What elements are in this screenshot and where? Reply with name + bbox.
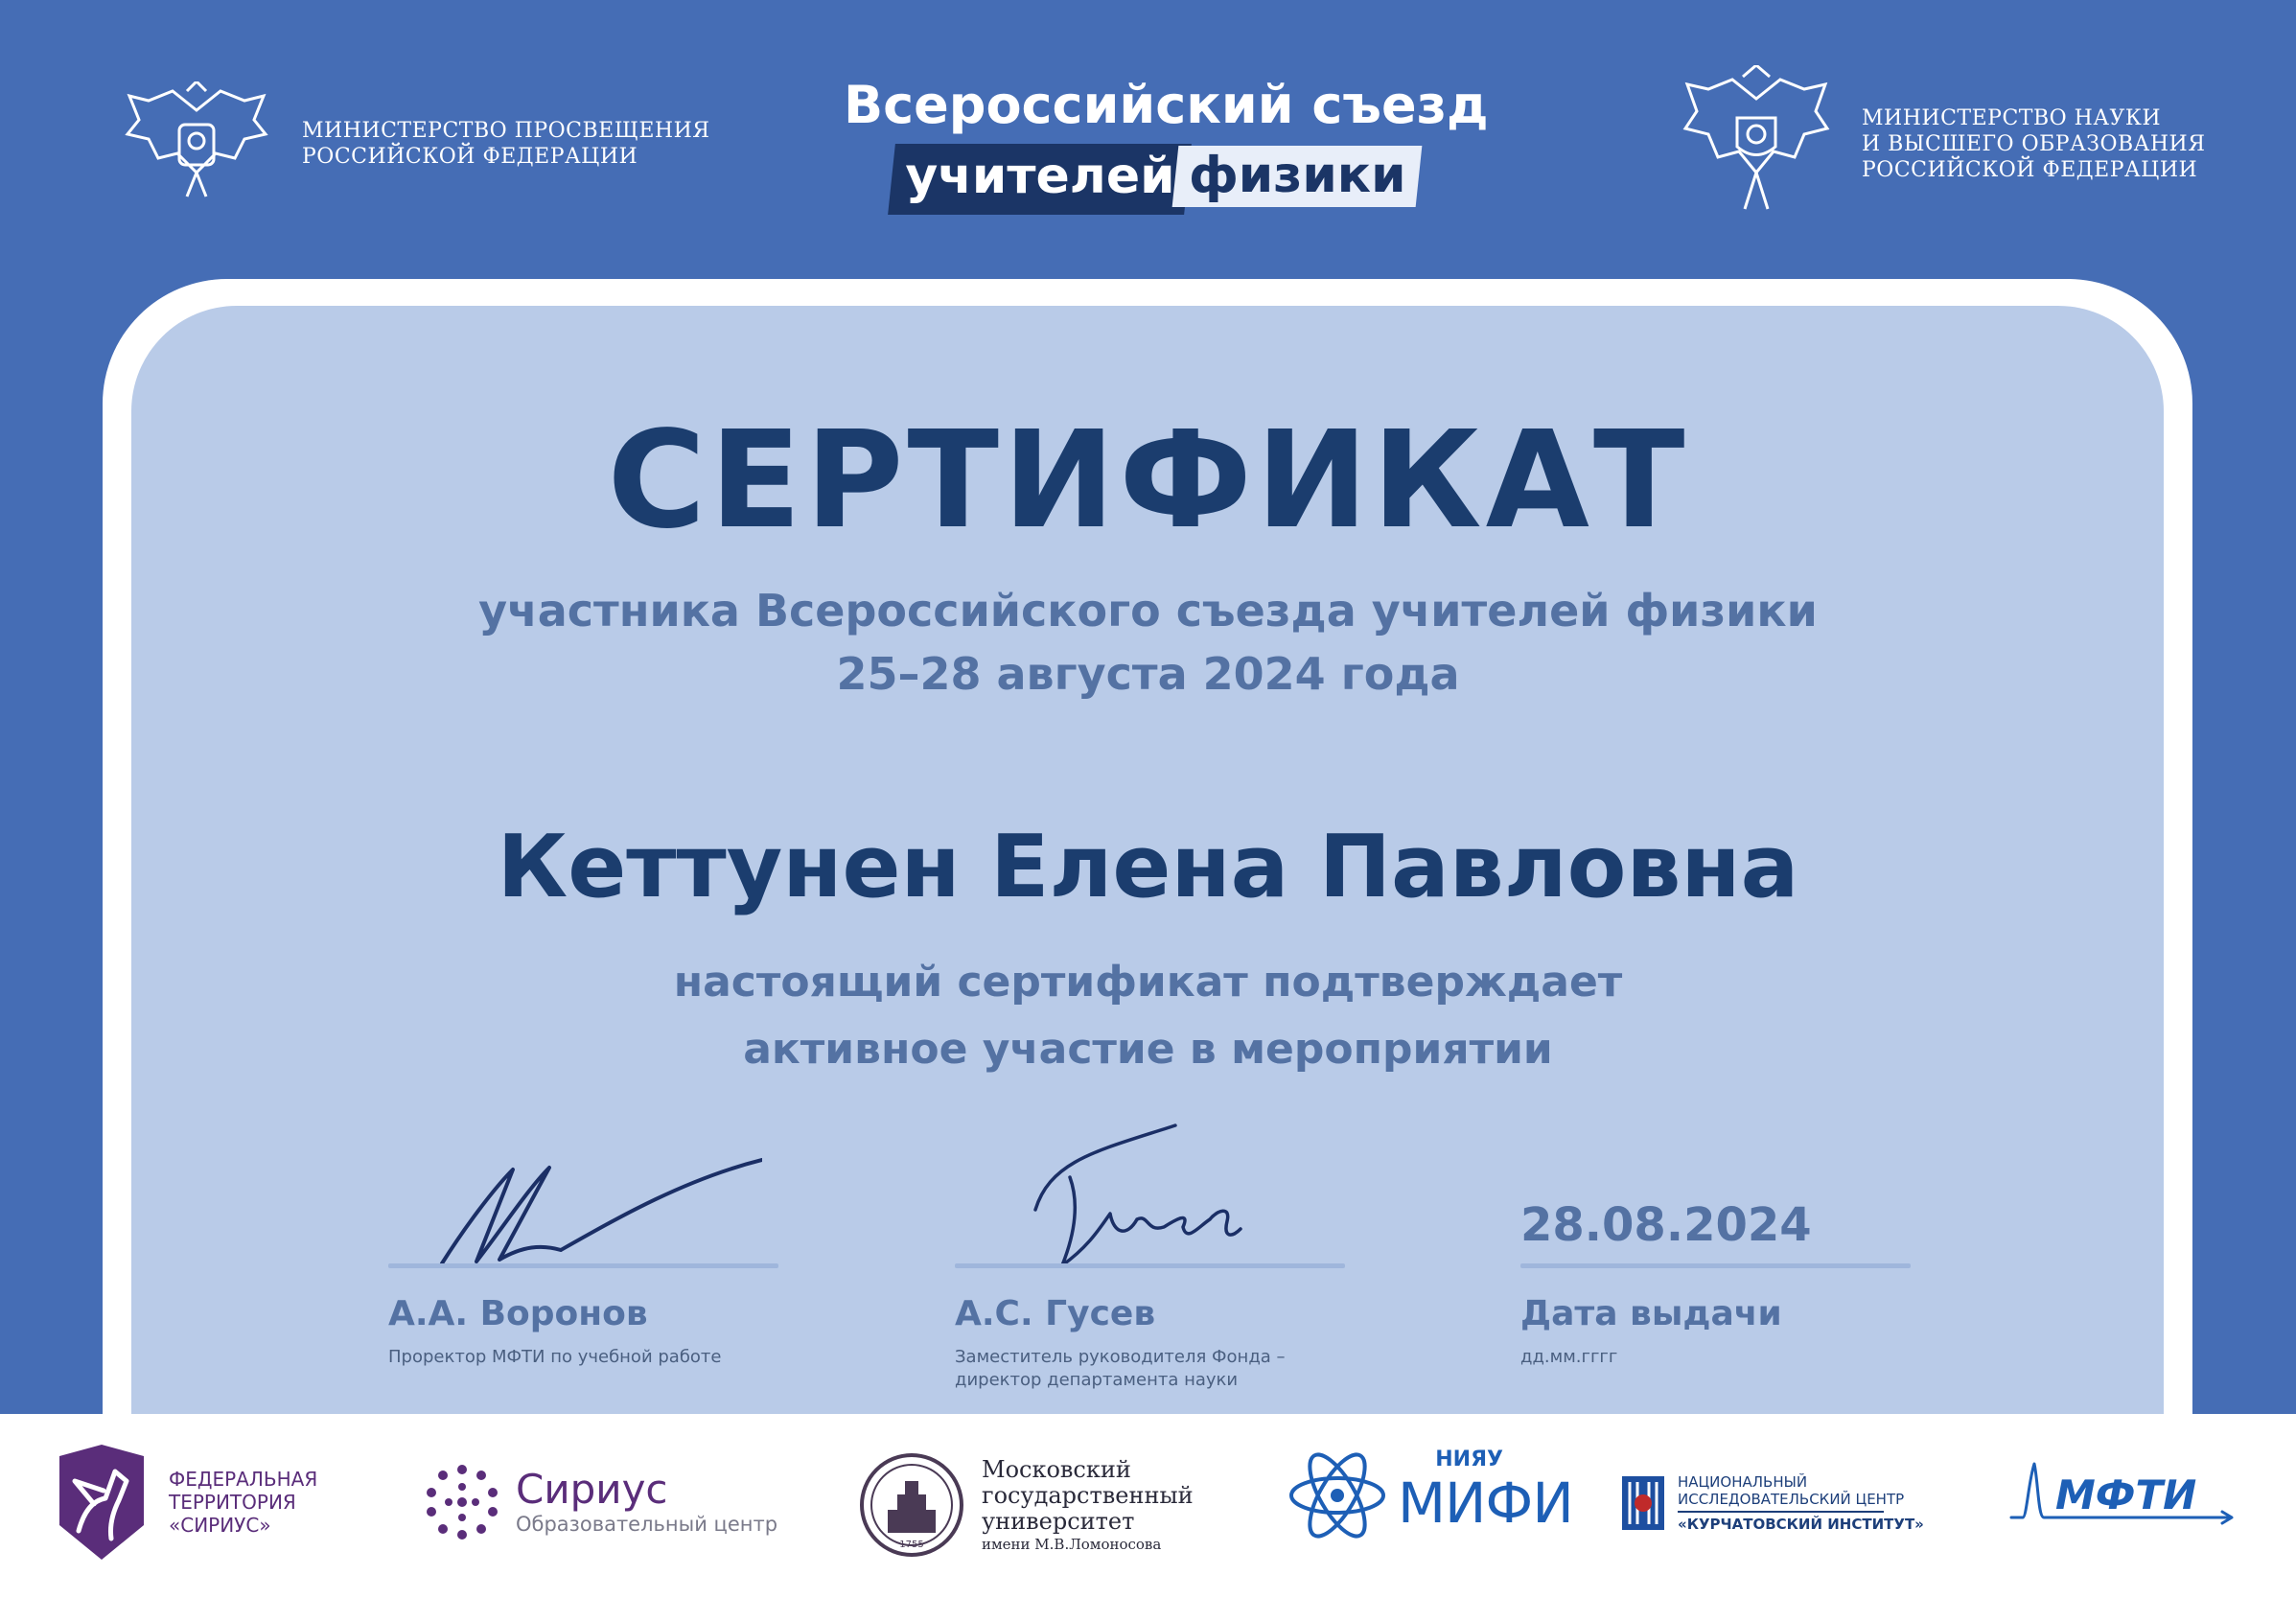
partner-sirius-center	[422, 1462, 777, 1542]
partner-sirius-center-name: Сириус Образовательный центр	[516, 1466, 778, 1536]
partner-msu	[859, 1452, 1194, 1558]
event-word-teachers: учителей	[888, 144, 1192, 215]
issue-date: 28.08.2024	[1520, 1198, 1812, 1252]
confirmation-text: настоящий сертификат подтверждает активное участие в мероприятии	[673, 958, 1623, 1074]
signature-line	[388, 1263, 778, 1268]
partner-msu-name: Московский государственный университет имени М.В.Ломоносова	[982, 1455, 1194, 1553]
ministry-education-logo	[120, 81, 710, 206]
partner-mipt-name: МФТИ	[2055, 1471, 2197, 1518]
pegasus-shield-icon	[56, 1443, 148, 1562]
issue-date-format: дд.мм.гггг	[1520, 1347, 1618, 1367]
kurchatov-divider	[1678, 1511, 1884, 1513]
partner-kurchatov	[1620, 1473, 1924, 1533]
event-logo	[834, 75, 1489, 219]
kurchatov-emblem-icon	[1620, 1474, 1666, 1532]
partner-kurchatov-name: НАЦИОНАЛЬНЫЙ ИССЛЕДОВАТЕЛЬСКИЙ ЦЕНТР «КУРЧАТОВСКИЙ ИНСТИТУТ»	[1678, 1473, 1924, 1533]
partner-sirius-territory	[56, 1443, 317, 1562]
partner-mephi-name: НИЯУ МИФИ	[1398, 1447, 1573, 1536]
partner-mephi	[1285, 1447, 1573, 1543]
partner-sirius-territory-name: ФЕДЕРАЛЬНАЯ ТЕРРИТОРИЯ «СИРИУС»	[169, 1468, 318, 1537]
signer-role: Заместитель руководителя Фонда – директор департамента науки	[955, 1347, 1286, 1390]
signer-name: А.А. Воронов	[388, 1294, 648, 1333]
eagle-emblem-icon	[1680, 65, 1833, 223]
signer-role: Проректор МФТИ по учебной работе	[388, 1347, 722, 1367]
dots-circle-icon	[422, 1462, 502, 1542]
event-word-physics: физики	[1172, 146, 1423, 207]
recipient-name: Кеттунен Елена Павловна	[497, 817, 1799, 917]
signature-line	[1520, 1263, 1911, 1268]
msu-seal-icon	[859, 1452, 964, 1558]
signature-gusev	[1022, 1122, 1271, 1275]
certificate-title: СЕРТИФИКАТ	[607, 403, 1689, 559]
signature-voronov	[436, 1150, 762, 1275]
certificate-subtitle: участника Всероссийского съезда учителей физики 25–28 августа 2024 года	[478, 585, 1818, 700]
issue-date-label: Дата выдачи	[1520, 1294, 1782, 1333]
ministry-science-logo	[1680, 65, 2205, 223]
svg-text:1755: 1755	[899, 1540, 924, 1550]
signer-name: А.С. Гусев	[955, 1294, 1156, 1333]
eagle-emblem-icon	[120, 81, 273, 206]
partner-mipt	[2009, 1462, 2239, 1529]
event-title: Всероссийский съезд	[844, 75, 1489, 135]
ministry-education-name: МИНИСТЕРСТВО ПРОСВЕЩЕНИЯ РОССИЙСКОЙ ФЕДЕРАЦИИ	[302, 119, 710, 169]
ministry-science-name: МИНИСТЕРСТВО НАУКИ И ВЫСШЕГО ОБРАЗОВАНИЯ РОССИЙСКОЙ ФЕДЕРАЦИИ	[1862, 106, 2206, 182]
signature-line	[955, 1263, 1345, 1268]
